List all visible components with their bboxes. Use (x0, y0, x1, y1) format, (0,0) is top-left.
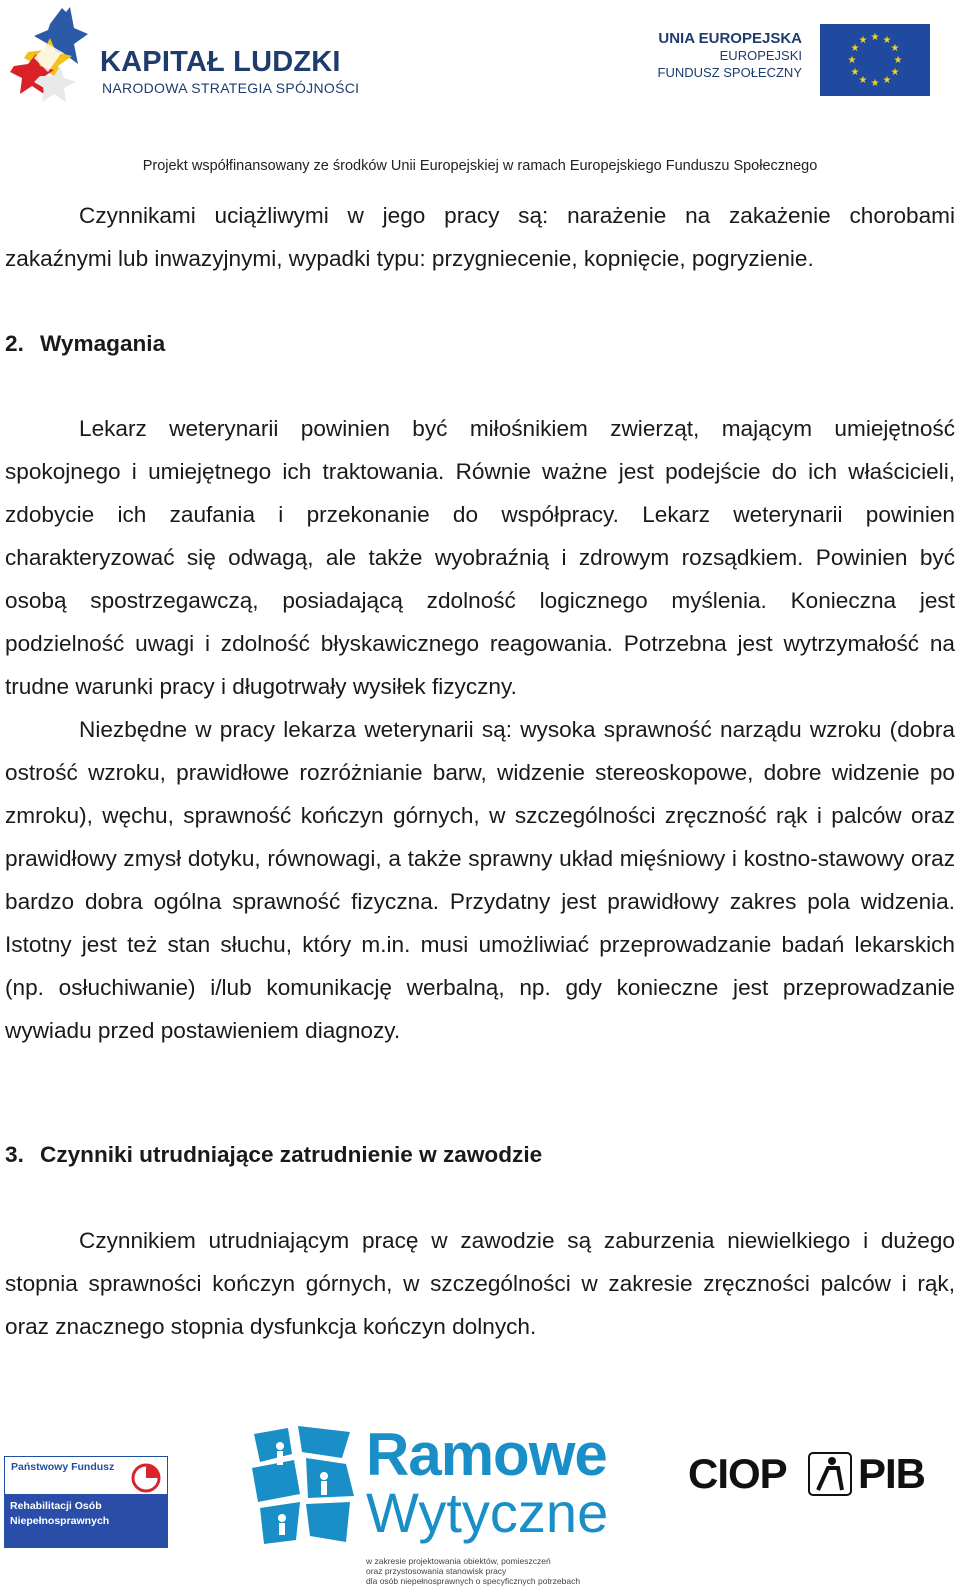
kapital-ludzki-subtitle: NARODOWA STRATEGIA SPÓJNOŚCI (102, 80, 360, 96)
eu-flag-icon (820, 24, 930, 96)
svg-text:★: ★ (890, 43, 900, 54)
wytyczne-title: Wytyczne (366, 1481, 609, 1544)
eu-fund-line2: FUNDUSZ SPOŁECZNY (657, 65, 802, 80)
tagline-line: w zakresie projektowania obiektów, pomieszczeń (366, 1556, 551, 1566)
pfron-emblem-icon (131, 1463, 161, 1493)
svg-text:★: ★ (858, 35, 868, 46)
svg-text:★: ★ (850, 67, 860, 78)
pib-text: PIB (858, 1450, 926, 1497)
factors-paragraph: Czynnikiem utrudniającym pracę w zawodzie są zaburzenia niewielkiego i dużego stopnia sprawności kończyn górnych, w szczególności w zakresie zręczności palców i rąk, oraz znacznego stopnia dysfunkcja kończyn dolnych. (5, 1228, 955, 1339)
svg-text:★: ★ (847, 55, 857, 66)
kapital-ludzki-logo (4, 6, 360, 118)
ramowe-wytyczne-logo (250, 1420, 620, 1595)
section-title: Czynniki utrudniające zatrudnienie w zawodzie (40, 1142, 543, 1167)
factors-block (5, 1219, 955, 1348)
kapital-ludzki-star-icon (4, 6, 94, 118)
ciop-person-icon (808, 1452, 852, 1496)
svg-text:★: ★ (870, 78, 880, 89)
tagline-line: oraz przystosowania stanowisk pracy (366, 1566, 507, 1576)
requirements-paragraph-1: Lekarz weterynarii powinien być miłośnikiem zwierząt, mającym umiejętność spokojnego i umiejętnego ich traktowania. Równie ważne jest podejście do ich właścicieli, zdobycie ich zaufania i przekonanie do współpracy. Lekarz weterynarii powinien charakteryzować się odwagą, ale także wyobraźnią i zdrowym rozsądkiem. Powinien być osobą spostrzegawczą, posiadającą zdolność logicznego myślenia. Konieczna jest podzielność uwagi i zdolność błyskawicznego reagowania. Potrzebna jest wytrzymałość na trudne warunki pracy i długotrwały wysiłek fizyczny. (5, 416, 955, 699)
ramowe-wytyczne-emblem-icon (250, 1424, 358, 1550)
section-heading-requirements (5, 322, 165, 365)
page-header (0, 0, 960, 185)
svg-text:★: ★ (858, 75, 868, 86)
section-number: 2. (5, 331, 24, 356)
section-title: Wymagania (40, 331, 166, 356)
tagline-line: dla osób niepełnosprawnych o specyficznych potrzebach (366, 1576, 581, 1586)
section-heading-factors (5, 1133, 542, 1176)
intro-paragraph-block (5, 194, 955, 280)
ciop-pib-logo (688, 1448, 944, 1504)
eu-union-label: UNIA EUROPEJSKA (658, 30, 802, 47)
ramowe-title: Ramowe (366, 1421, 607, 1488)
pfron-line3: Niepełnosprawnych (10, 1515, 110, 1527)
eu-fund-line1: EUROPEJSKI (719, 48, 802, 63)
ciop-text: CIOP (688, 1450, 787, 1497)
svg-text:★: ★ (890, 67, 900, 78)
eu-fund-label (636, 30, 802, 81)
svg-text:★: ★ (882, 75, 892, 86)
pfron-logo (4, 1456, 168, 1548)
requirements-block (5, 407, 955, 1052)
requirements-paragraph-2: Niezbędne w pracy lekarza weterynarii są: wysoka sprawność narządu wzroku (dobra ostrość wzroku, prawidłowe rozróżnianie barw, widzenie stereoskopowe, dobre widzenie po zmroku), węchu, sprawność kończyn górnych, w szczególności zręczność rąk i palców oraz prawidłowy zmysł dotyku, równowagi, a także sprawny układ mięśniowy i kostno-stawowy oraz bardzo dobra ogólna sprawność fizyczna. Przydatny jest prawidłowy zakres pola widzenia. Istotny jest też stan słuchu, który m.in. musi umożliwiać przeprowadzanie badań lekarskich (np. osłuchiwanie) i/lub komunikację werbalną, np. gdy konieczne jest przeprowadzanie wywiadu przed postawieniem diagnozy. (5, 717, 955, 1043)
intro-paragraph: Czynnikami uciążliwymi w jego pracy są: narażenie na zakażenie chorobami zakaźnymi lub inwazyjnymi, wypadki typu: przygniecenie, kopnięcie, pogryzienie. (5, 203, 955, 271)
ramowe-tagline (366, 1556, 580, 1586)
svg-text:★: ★ (882, 35, 892, 46)
project-cofinancing-note: Projekt współfinansowany ze środków Unii Europejskiej w ramach Europejskiego Funduszu Społecznego (142, 158, 818, 174)
svg-text:★: ★ (870, 32, 880, 43)
svg-text:★: ★ (893, 55, 903, 66)
svg-text:★: ★ (850, 43, 860, 54)
pfron-name: Państwowy Fundusz (11, 1461, 115, 1473)
pfron-line2: Rehabilitacji Osób (10, 1500, 102, 1512)
section-number: 3. (5, 1142, 24, 1167)
kapital-ludzki-title: KAPITAŁ LUDZKI (100, 46, 341, 78)
